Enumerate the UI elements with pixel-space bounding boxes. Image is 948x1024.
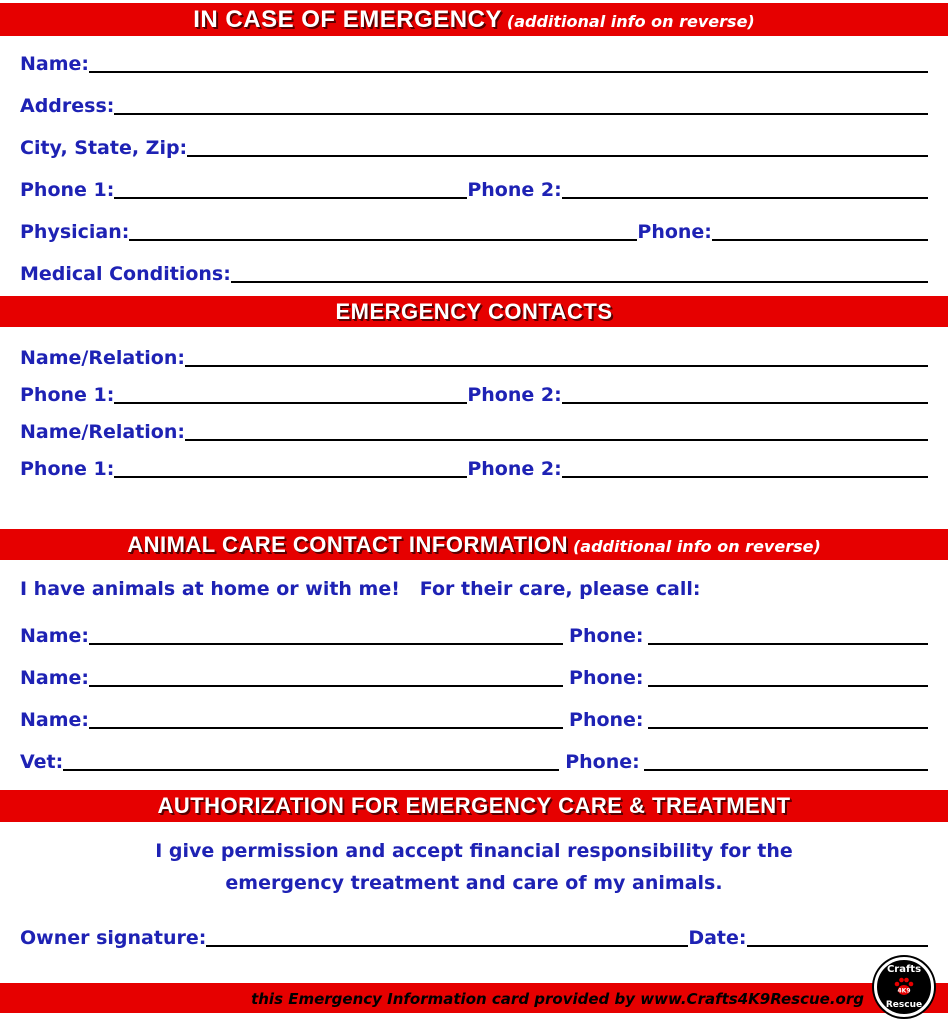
- animal-note: (additional info on reverse): [572, 537, 821, 556]
- logo-text-top: Crafts: [886, 964, 922, 975]
- animal-phone-field[interactable]: [648, 641, 928, 645]
- contact2-name-row: [20, 414, 928, 442]
- contact1-phone1-field[interactable]: [114, 400, 467, 404]
- physician-field[interactable]: [129, 237, 637, 241]
- name-relation-1-label: Name/Relation:: [20, 347, 185, 369]
- animal-phone-field[interactable]: [648, 683, 928, 687]
- contacts-banner: [0, 296, 948, 327]
- animal-name-label: Name:: [20, 625, 90, 647]
- city-label: City, State, Zip:: [20, 137, 188, 159]
- contact2-phone2-field[interactable]: [562, 474, 928, 478]
- signature-field[interactable]: [206, 943, 688, 947]
- animal-phone-label: Phone:: [569, 625, 644, 647]
- date-field[interactable]: [747, 943, 928, 947]
- animal-name-field[interactable]: [89, 641, 563, 645]
- address-label: Address:: [20, 95, 115, 117]
- phone-row: [20, 172, 928, 200]
- date-label: Date:: [688, 927, 747, 949]
- animal-name-field[interactable]: [89, 683, 563, 687]
- animal-name-label: Name:: [20, 709, 90, 731]
- emergency-title: IN CASE OF EMERGENCY: [193, 6, 502, 33]
- animal-row-3: [20, 702, 928, 730]
- physician-label: Physician:: [20, 221, 130, 243]
- address-field[interactable]: [114, 111, 928, 115]
- vet-phone-field[interactable]: [644, 767, 928, 771]
- auth-banner: [0, 790, 948, 822]
- animal-name-field[interactable]: [89, 725, 563, 729]
- phone1-label: Phone 1:: [20, 179, 115, 201]
- logo-text-mid: 4K9: [897, 987, 911, 995]
- signature-label: Owner signature:: [20, 927, 207, 949]
- logo-text-bottom: Rescue: [885, 1000, 923, 1010]
- name-label: Name:: [20, 53, 90, 75]
- name-relation-1-field[interactable]: [185, 363, 928, 367]
- animal-row-2: [20, 660, 928, 688]
- animal-name-label: Name:: [20, 667, 90, 689]
- footer-text: this Emergency Information card provided by www.Crafts4K9Rescue.org: [251, 990, 864, 1008]
- animal-row-1: [20, 618, 928, 646]
- auth-line-2: emergency treatment and care of my animals.: [225, 872, 723, 894]
- animal-phone-field[interactable]: [648, 725, 928, 729]
- emergency-note: (additional info on reverse): [506, 12, 755, 31]
- contact1-phone1-label: Phone 1:: [20, 384, 115, 406]
- city-field[interactable]: [187, 153, 928, 157]
- crafts4k9rescue-logo: [874, 957, 934, 1017]
- phone1-field[interactable]: [114, 195, 467, 199]
- animal-title: ANIMAL CARE CONTACT INFORMATION: [127, 532, 568, 557]
- animal-phone-label: Phone:: [569, 709, 644, 731]
- medical-row: [20, 256, 928, 284]
- phone2-label: Phone 2:: [467, 179, 562, 201]
- contact1-name-row: [20, 340, 928, 368]
- animal-phone-label: Phone:: [569, 667, 644, 689]
- animal-banner: [0, 529, 948, 560]
- emergency-banner: [0, 3, 948, 36]
- paw-icon: [893, 976, 915, 998]
- name-field[interactable]: [89, 69, 928, 73]
- vet-field[interactable]: [63, 767, 559, 771]
- name-relation-2-field[interactable]: [185, 437, 928, 441]
- contact2-phone2-label: Phone 2:: [467, 458, 562, 480]
- address-row: [20, 88, 928, 116]
- vet-label: Vet:: [20, 751, 64, 773]
- auth-title: AUTHORIZATION FOR EMERGENCY CARE & TREATMENT: [157, 793, 791, 818]
- physician-phone-field[interactable]: [712, 237, 928, 241]
- phone2-field[interactable]: [562, 195, 928, 199]
- city-row: [20, 130, 928, 158]
- contact2-phone-row: [20, 451, 928, 479]
- contact2-phone1-label: Phone 1:: [20, 458, 115, 480]
- contact1-phone2-field[interactable]: [562, 400, 928, 404]
- contact2-phone1-field[interactable]: [114, 474, 467, 478]
- animal-intro: I have animals at home or with me! For their care, please call:: [20, 578, 701, 600]
- contact1-phone-row: [20, 377, 928, 405]
- auth-line-1: I give permission and accept financial responsibility for the: [155, 840, 793, 862]
- contact1-phone2-label: Phone 2:: [467, 384, 562, 406]
- vet-phone-label: Phone:: [565, 751, 640, 773]
- vet-row: [20, 744, 928, 772]
- physician-row: [20, 214, 928, 242]
- name-relation-2-label: Name/Relation:: [20, 421, 185, 443]
- medical-label: Medical Conditions:: [20, 263, 231, 285]
- contacts-title: EMERGENCY CONTACTS: [335, 299, 613, 324]
- medical-field[interactable]: [231, 279, 928, 283]
- physician-phone-label: Phone:: [637, 221, 712, 243]
- name-row: [20, 46, 928, 74]
- signature-row: [20, 920, 928, 948]
